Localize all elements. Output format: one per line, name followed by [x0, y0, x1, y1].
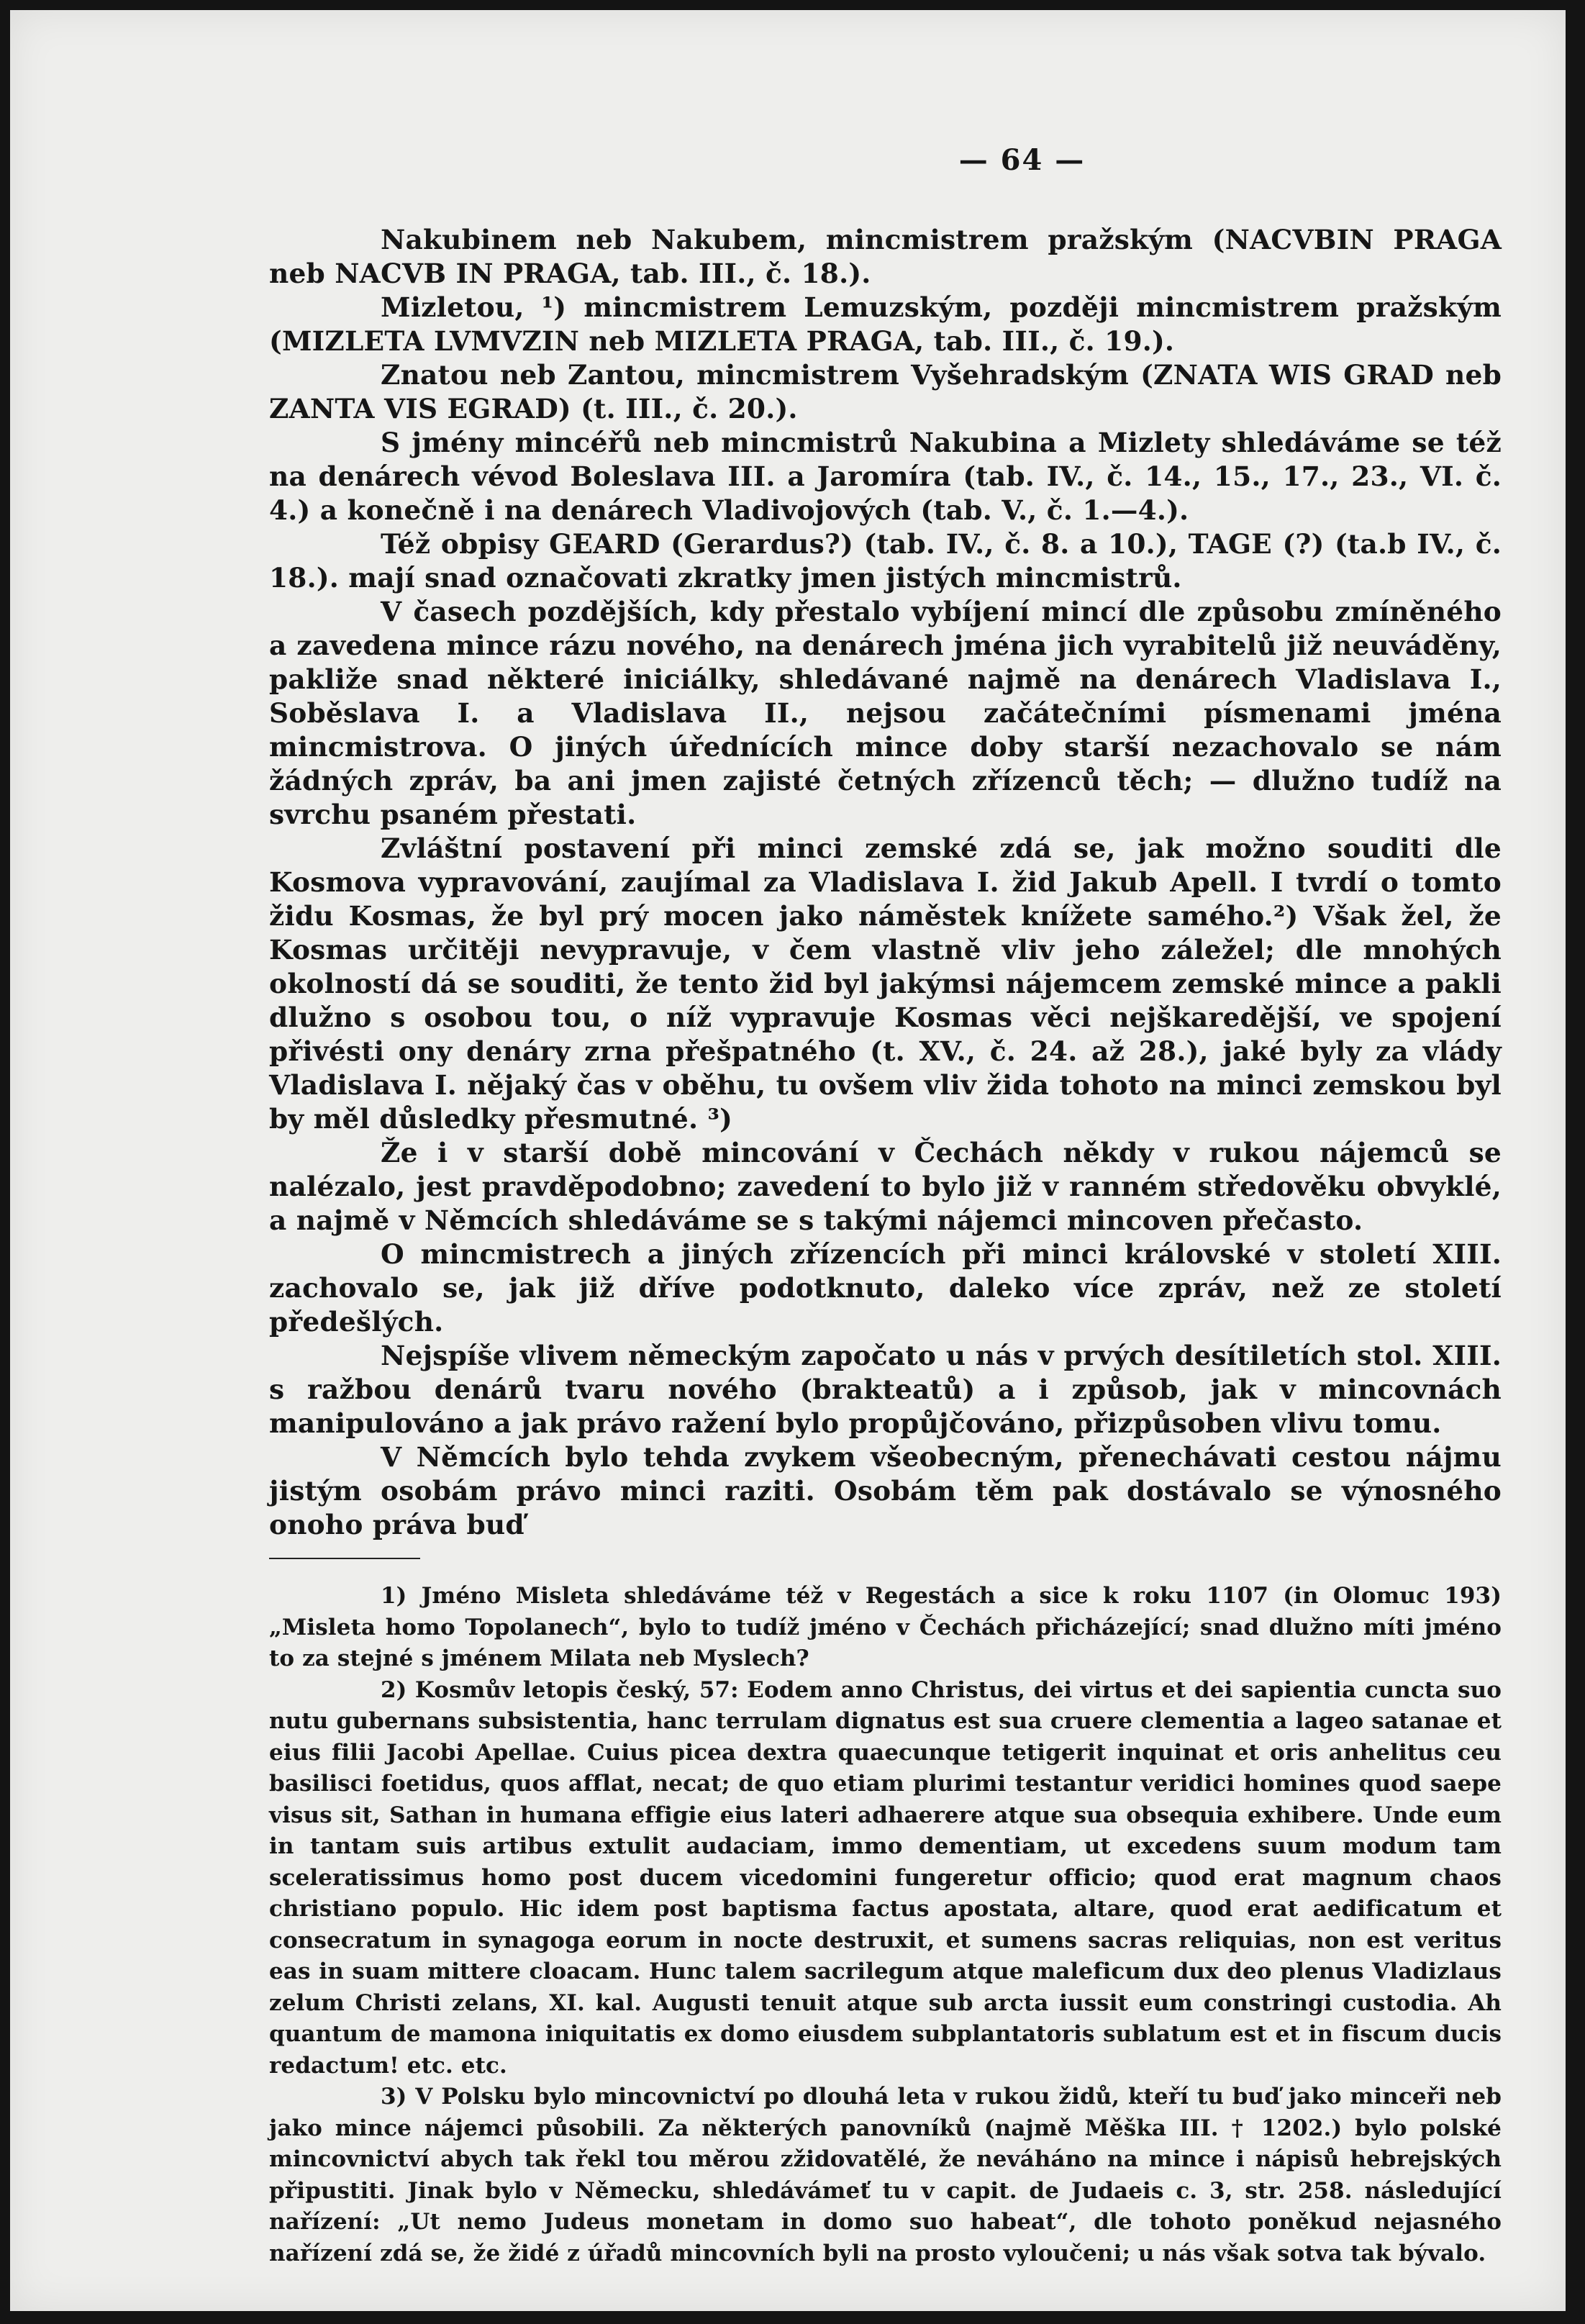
paragraph: Mizletou, ¹) mincmistrem Lemuzským, později mincmistrem pražským (MIZLETA LVMVZIN neb MIZLETA PRAGA, tab. III., č. 19.). — [269, 291, 1502, 357]
paragraph: Znatou neb Zantou, mincmistrem Vyšehradským (ZNATA WIS GRAD neb ZANTA VIS EGRAD) (t. III., č. 20.). — [269, 359, 1502, 425]
paragraph: Zvláštní postavení při minci zemské zdá se, jak možno souditi dle Kosmova vypravování, zaujímal za Vladislava I. žid Jakub Apell. I tvrdí o tomto židu Kosmas, že byl prý mocen jako náměstek knížete samého.²) Však žel, že Kosmas určitěji nevypravuje, v čem vlastně vliv jeho záležel; dle mnohých okolností dá se souditi, že tento žid byl jakýmsi nájemcem zemské mince a pakli dlužno s osobou tou, o níž vypravuje Kosmas věci nejškaredější, ve spojení přivésti ony denáry zrna přešpatného (t. XV., č. 24. až 28.), jaké byly za vlády Vladislava I. nějaký čas v oběhu, tu ovšem vliv žida tohoto na minci zemskou byl by měl důsledky přesmutné. ³) — [269, 832, 1502, 1135]
footnotes — [269, 1581, 1502, 2269]
paragraph: Že i v starší době mincování v Čechách někdy v rukou nájemců se nalézalo, jest pravděpodobno; zavedení to bylo již v ranném středověku obvyklé, a najmě v Němcích shledáváme se s takými nájemci mincoven přečasto. — [269, 1137, 1502, 1236]
page-content — [269, 143, 1502, 2269]
footnote: 3) V Polsku bylo mincovnictví po dlouhá leta v rukou židů, kteří tu buď jako minceři neb jako mince nájemci působili. Za některých panovníků (najmě Měška III. † 1202.) bylo polské mincovnictví abych tak řekl tou měrou zžidovatělé, že neváháno na mince i nápisů hebrejských připustiti. Jinak bylo v Německu, shledávámeť tu v capit. de Judaeis c. 3, str. 258. následující nařízení: „Ut nemo Judeus monetam in domo suo habeat“, dle tohoto poněkud nejasného nařízení zdá se, že židé z úřadů mincovních byli na prosto vyloučeni; u nás však sotva tak bývalo. — [269, 2084, 1502, 2266]
footnote: 1) Jméno Misleta shledáváme též v Regestách a sice k roku 1107 (in Olomuc 193) „Misleta homo Topolanech“, bylo to tudíž jméno v Čechách přicházející; snad dlužno míti jméno to za stejné s jménem Milata neb Myslech? — [269, 1583, 1502, 1671]
paragraph: Nejspíše vlivem německým započato u nás v prvých desítiletích stol. XIII. s ražbou denárů tvaru nového (brakteatů) a i způsob, jak v mincovnách manipulováno a jak právo ražení bylo propůjčováno, přizpůsoben vlivu tomu. — [269, 1340, 1502, 1439]
page — [10, 10, 1566, 2311]
paragraph: V Němcích bylo tehda zvykem všeobecným, přenechávati cestou nájmu jistým osobám právo minci raziti. Osobám těm pak dostávalo se výnosného onoho práva buď — [269, 1441, 1502, 1540]
footnote-separator — [269, 1558, 420, 1559]
page-number: — 64 — — [958, 143, 1086, 177]
paragraph: S jmény mincéřů neb mincmistrů Nakubina a Mizlety shledáváme se též na denárech vévod Boleslava III. a Jaromíra (tab. IV., č. 14., 15., 17., 23., VI. č. 4.) a konečně i na denárech Vladivojových (tab. V., č. 1.—4.). — [269, 427, 1502, 526]
paragraph: Též obpisy GEARD (Gerardus?) (tab. IV., č. 8. a 10.), TAGE (?) (ta.b IV., č. 18.). mají snad označovati zkratky jmen jistých mincmistrů. — [269, 528, 1502, 594]
paragraph: Nakubinem neb Nakubem, mincmistrem pražským (NACVBIN PRAGA neb NACVB IN PRAGA, tab. III., č. 18.). — [269, 224, 1502, 289]
body-text — [269, 223, 1502, 1542]
paragraph: V časech pozdějších, kdy přestalo vybíjení mincí dle způsobu zmíněného a zavedena mince rázu nového, na denárech jména jich vyrabitelů již neuváděny, pakliže snad některé iniciálky, shledávané najmě na denárech Vladislava I., Soběslava I. a Vladislava II., nejsou začátečními písmenami jména mincmistrova. O jiných úřednících mince doby starší nezachovalo se nám žádných zpráv, ba ani jmen zajisté četných zřízenců těch; — dlužno tudíž na svrchu psaném přestati. — [269, 596, 1502, 830]
paragraph: O mincmistrech a jiných zřízencích při minci královské v století XIII. zachovalo se, jak již dříve podotknuto, daleko více zpráv, než ze století předešlých. — [269, 1238, 1502, 1338]
footnote: 2) Kosmův letopis český, 57: Eodem anno Christus, dei virtus et dei sapientia cuncta suo nutu gubernans subsistentia, hanc terrulam dignatus est sua cruere clementia a lageo satanae et eius filii Jacobi Apellae. Cuius picea dextra quaecunque tetigerit inquinat et oris anhelitus ceu basilisci foetidus, quos afflat, necat; de quo etiam plurimi testantur veridici homines quod saepe visus sit, Sathan in humana effigie eius lateri adhaerere atque sua obsequia exhibere. Unde eum in tantam suis artibus extulit audaciam, immo dementiam, ut excedens suum modum tam sceleratissimus homo post ducem vicedomini fungeretur officio; quod erat magnum chaos christiano populo. Hic idem post baptisma factus apostata, altare, quod erat aedificatum et consecratum in synagoga eorum in nocte destruxit, et sumens sacras reliquias, non est veritus eas in suam mittere cloacam. Hunc talem sacrilegum atque maleficum dux deo plenus Vladizlaus zelum Christi zelans, XI. kal. Augusti tenuit atque sub arcta iussit eum constringi custodia. Ah quantum de mamona iniquitatis ex domo eiusdem subplantatoris sublatum est et in fiscum ducis redactum! etc. etc. — [269, 1676, 1502, 2079]
